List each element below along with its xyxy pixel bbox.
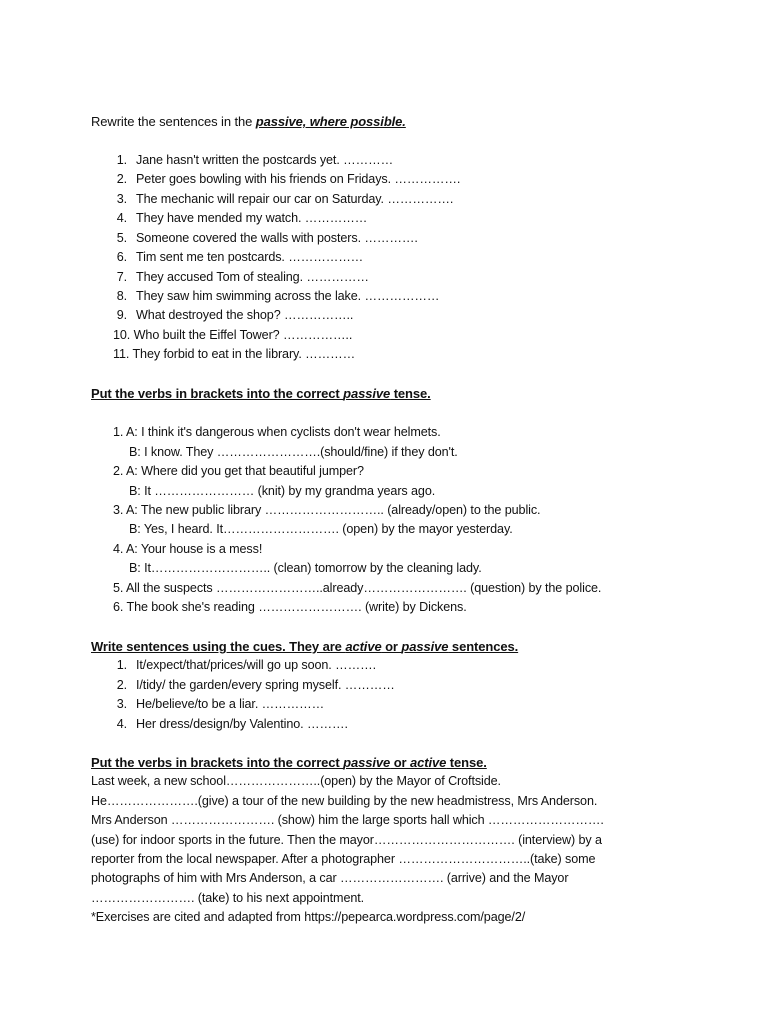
list-item: B: Yes, I heard. It………………………. (open) by the mayor yesterday. bbox=[129, 522, 513, 536]
list-item: 6. Tim sent me ten postcards. ……………… bbox=[116, 250, 364, 264]
paragraph-line: Mrs Anderson ……………………. (show) him the large sports hall which ………………………. bbox=[91, 813, 604, 827]
list-item: B: It …………………… (knit) by my grandma years ago. bbox=[129, 484, 436, 498]
paragraph-line: Last week, a new school…………………..(open) by the Mayor of Croftside. bbox=[91, 774, 501, 788]
paragraph-line: reporter from the local newspaper. After a photographer …………………………..(take) some bbox=[91, 852, 596, 866]
paragraph-line: He………………….(give) a tour of the new building by the new headmistress, Mrs Anderson. bbox=[91, 794, 598, 808]
list-item: 3. The mechanic will repair our car on Saturday. ……………. bbox=[116, 192, 454, 206]
list-item: 2. I/tidy/ the garden/every spring myself. ………… bbox=[116, 678, 395, 692]
list-item: 2. A: Where did you get that beautiful jumper? bbox=[113, 464, 364, 478]
list-item: 2. Peter goes bowling with his friends on Fridays. ……………. bbox=[116, 172, 461, 186]
list-item: 6. The book she's reading ……………………. (write) by Dickens. bbox=[113, 600, 467, 614]
list-item: 3. A: The new public library ……………………….. (already/open) to the public. bbox=[113, 503, 541, 517]
section4-heading: Put the verbs in brackets into the correct passive or active tense. bbox=[91, 755, 487, 770]
list-item: B: It……………………….. (clean) tomorrow by the cleaning lady. bbox=[129, 561, 482, 575]
paragraph-line: photographs of him with Mrs Anderson, a car ……………………. (arrive) and the Mayor bbox=[91, 871, 569, 885]
list-item: 10. Who built the Eiffel Tower? …………….. bbox=[113, 328, 353, 342]
list-item: 5. All the suspects ……………………..already……………………. (question) by the police. bbox=[113, 581, 602, 595]
list-item: 1. A: I think it's dangerous when cyclists don't wear helmets. bbox=[113, 425, 441, 439]
list-item: 4. A: Your house is a mess! bbox=[113, 542, 263, 556]
list-item: 11. They forbid to eat in the library. ………… bbox=[113, 347, 356, 361]
list-item: 4. Her dress/design/by Valentino. ………. bbox=[116, 717, 348, 731]
section3-heading: Write sentences using the cues. They are active or passive sentences. bbox=[91, 639, 519, 654]
list-item: 7. They accused Tom of stealing. …………… bbox=[116, 270, 369, 284]
paragraph-line: ……………………. (take) to his next appointment. bbox=[91, 891, 365, 905]
list-item: 5. Someone covered the walls with posters. …………. bbox=[116, 231, 418, 245]
list-item: 8. They saw him swimming across the lake. ……………… bbox=[116, 289, 440, 303]
list-item: 3. He/believe/to be a liar. …………… bbox=[116, 697, 325, 711]
list-item: 1. Jane hasn't written the postcards yet. ………… bbox=[116, 153, 394, 167]
list-item: B: I know. They …………………….(should/fine) if they don't. bbox=[129, 445, 458, 459]
section2-heading: Put the verbs in brackets into the correct passive tense. bbox=[91, 386, 431, 401]
list-item: 1. It/expect/that/prices/will go up soon. ………. bbox=[116, 658, 376, 672]
section1-heading-text: Rewrite the sentences in the bbox=[91, 114, 256, 129]
section1-heading bbox=[91, 114, 406, 129]
list-item: 9. What destroyed the shop? …………….. bbox=[116, 308, 354, 322]
section1-heading-emphasis: passive, where possible. bbox=[255, 114, 406, 129]
source-citation: *Exercises are cited and adapted from https://pepearca.wordpress.com/page/2/ bbox=[91, 910, 526, 924]
list-item: 4. They have mended my watch. …………… bbox=[116, 211, 368, 225]
paragraph-line: (use) for indoor sports in the future. Then the mayor……………………………. (interview) by a bbox=[91, 833, 602, 847]
